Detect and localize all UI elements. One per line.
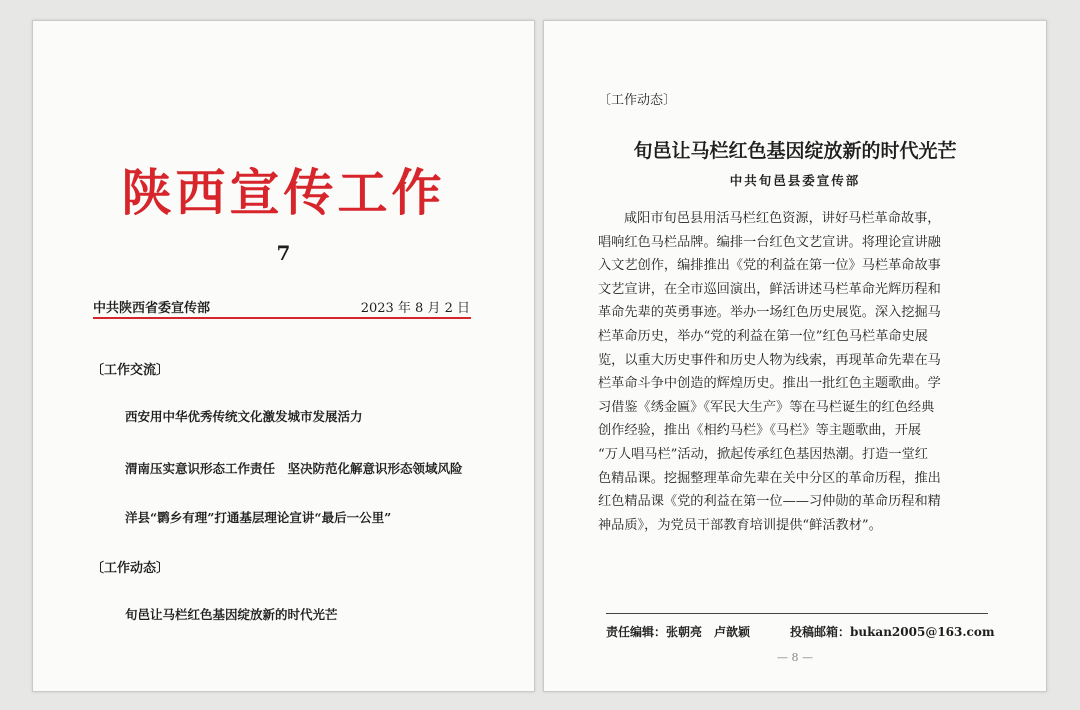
- footer-rule: [606, 613, 988, 614]
- body-line: 栏革命历史，举办“党的利益在第一位”红色马栏革命史展: [598, 328, 928, 344]
- article-author: 中共旬邑县委宣传部: [729, 173, 861, 188]
- section-heading-exchange: 〔工作交流〕: [91, 363, 170, 378]
- page-number: — 8 —: [777, 651, 813, 664]
- toc-item: 洋县“鹮乡有理”打通基层理论宣讲“最后一公里”: [125, 510, 392, 525]
- footer-editors: 责任编辑：张朝亮 卢歆颖: [606, 625, 751, 639]
- issue-number: 7: [276, 241, 291, 265]
- body-line: 入文艺创作，编排推出《党的利益在第一位》马栏革命故事: [598, 258, 941, 274]
- article-body: [598, 207, 988, 537]
- article-page: [543, 20, 1047, 692]
- body-line: 咸阳市旬邑县用活马栏红色资源，讲好马栏革命故事，: [624, 211, 941, 226]
- body-line: 神品质》，为党员干部教育培训提供“鲜活教材”。: [598, 517, 882, 533]
- body-line: “万人唱马栏”活动，掀起传承红色基因热潮。打造一堂红: [598, 446, 928, 462]
- cover-page: [32, 20, 535, 692]
- body-line: 文艺宣讲，在全市巡回演出，鲜活讲述马栏革命光辉历程和: [598, 281, 941, 297]
- section-tag: 〔工作动态〕: [598, 93, 677, 108]
- body-line: 色精品课。挖掘整理革命先辈在关中分区的革命历程，推出: [598, 470, 941, 486]
- issue-date: 2023 年 8 月 2 日: [360, 301, 470, 316]
- body-line: 革命先辈的英勇事迹。举办一场红色历史展览。深入挖掘马: [598, 305, 941, 321]
- journal-title: 陕西宣传工作: [121, 163, 446, 222]
- section-heading-dynamics: 〔工作动态〕: [91, 561, 170, 576]
- body-line: 览，以重大历史事件和历史人物为线索，再现革命先辈在马: [598, 352, 941, 368]
- toc-item: 旬邑让马栏红色基因绽放新的时代光芒: [125, 607, 338, 622]
- body-line: 红色精品课《党的利益在第一位——习仲勋的革命历程和精: [598, 494, 941, 510]
- article-title: 旬邑让马栏红色基因绽放新的时代光芒: [633, 140, 957, 162]
- body-line: 创作经验，推出《相约马栏》《马栏》等主题歌曲，开展: [598, 423, 922, 439]
- body-line: 习借鉴《绣金匾》《军民大生产》等在马栏诞生的红色经典: [598, 399, 935, 415]
- toc-item: 渭南压实意识形态工作责任 坚决防范化解意识形态领域风险: [125, 461, 463, 476]
- publisher: 中共陕西省委宣传部: [93, 301, 211, 316]
- body-line: 栏革命斗争中创造的辉煌历史。推出一批红色主题歌曲。学: [598, 376, 941, 392]
- footer-email: 投稿邮箱：bukan2005@163.com: [790, 625, 995, 639]
- toc-item: 西安用中华优秀传统文化激发城市发展活力: [125, 409, 363, 424]
- header-red-rule: [93, 317, 471, 319]
- body-line: 唱响红色马栏品牌。编排一台红色文艺宣讲。将理论宣讲融: [598, 234, 941, 250]
